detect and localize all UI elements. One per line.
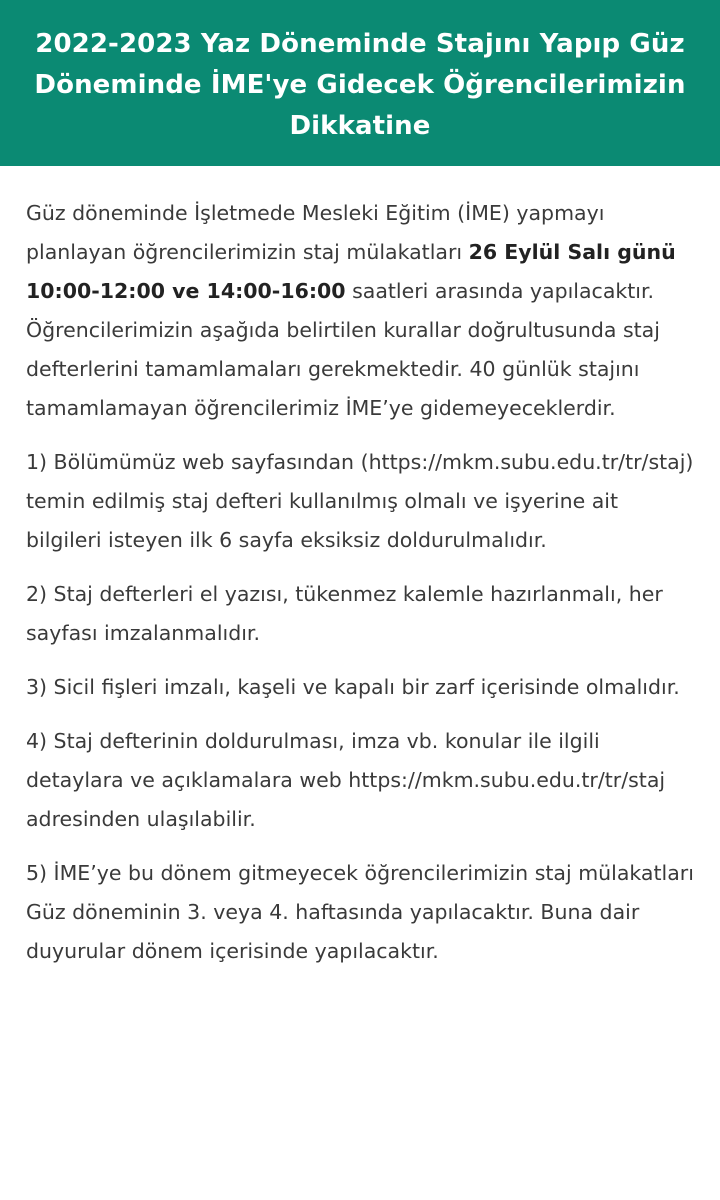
announcement-header — [0, 0, 720, 166]
rule-5: 5) İME’ye bu dönem gitmeyecek öğrencilerimizin staj mülakatları Güz döneminin 3. veya 4. haftasında yapılacaktır. Buna dair duyurular dönem içerisinde yapılacaktır. — [26, 861, 694, 963]
interview-date: 26 Eylül Salı günü — [468, 240, 676, 264]
rule-3: 3) Sicil fişleri imzalı, kaşeli ve kapalı bir zarf içerisinde olmalıdır. — [26, 675, 680, 699]
intro-paragraph — [26, 194, 694, 428]
rule-2: 2) Staj defterleri el yazısı, tükenmez kalemle hazırlanmalı, her sayfası imzalanmalıdır. — [26, 582, 663, 645]
intro-text-3: saatleri arasında yapılacaktır. Öğrencilerimizin aşağıda belirtilen kurallar doğrultusunda staj defterlerini tamamlamaları gerekmektedir. 40 günlük stajını tamamlamayan öğrencilerimiz İME’ye gidemeyeceklerdir. — [26, 279, 660, 420]
announcement-title: 2022-2023 Yaz Döneminde Stajını Yapıp Güz Döneminde İME'ye Gidecek Öğrencilerimizin Dikkatine — [34, 29, 686, 141]
announcement-body — [0, 166, 720, 971]
rule-4: 4) Staj defterinin doldurulması, imza vb. konular ile ilgili detaylara ve açıklamalara web https://mkm.subu.edu.tr/tr/staj adresinden ulaşılabilir. — [26, 729, 666, 831]
intro-text-1: Güz döneminde İşletmede Mesleki Eğitim (İME) yapmayı planlayan öğrencilerimizin staj mülakatları — [26, 201, 605, 264]
rule-1: 1) Bölümümüz web sayfasından (https://mkm.subu.edu.tr/tr/staj) temin edilmiş staj defteri kullanılmış olmalı ve işyerine ait bilgileri isteyen ilk 6 sayfa eksiksiz doldurulmalıdır. — [26, 450, 694, 552]
interview-hours: 10:00-12:00 ve 14:00-16:00 — [26, 279, 346, 303]
